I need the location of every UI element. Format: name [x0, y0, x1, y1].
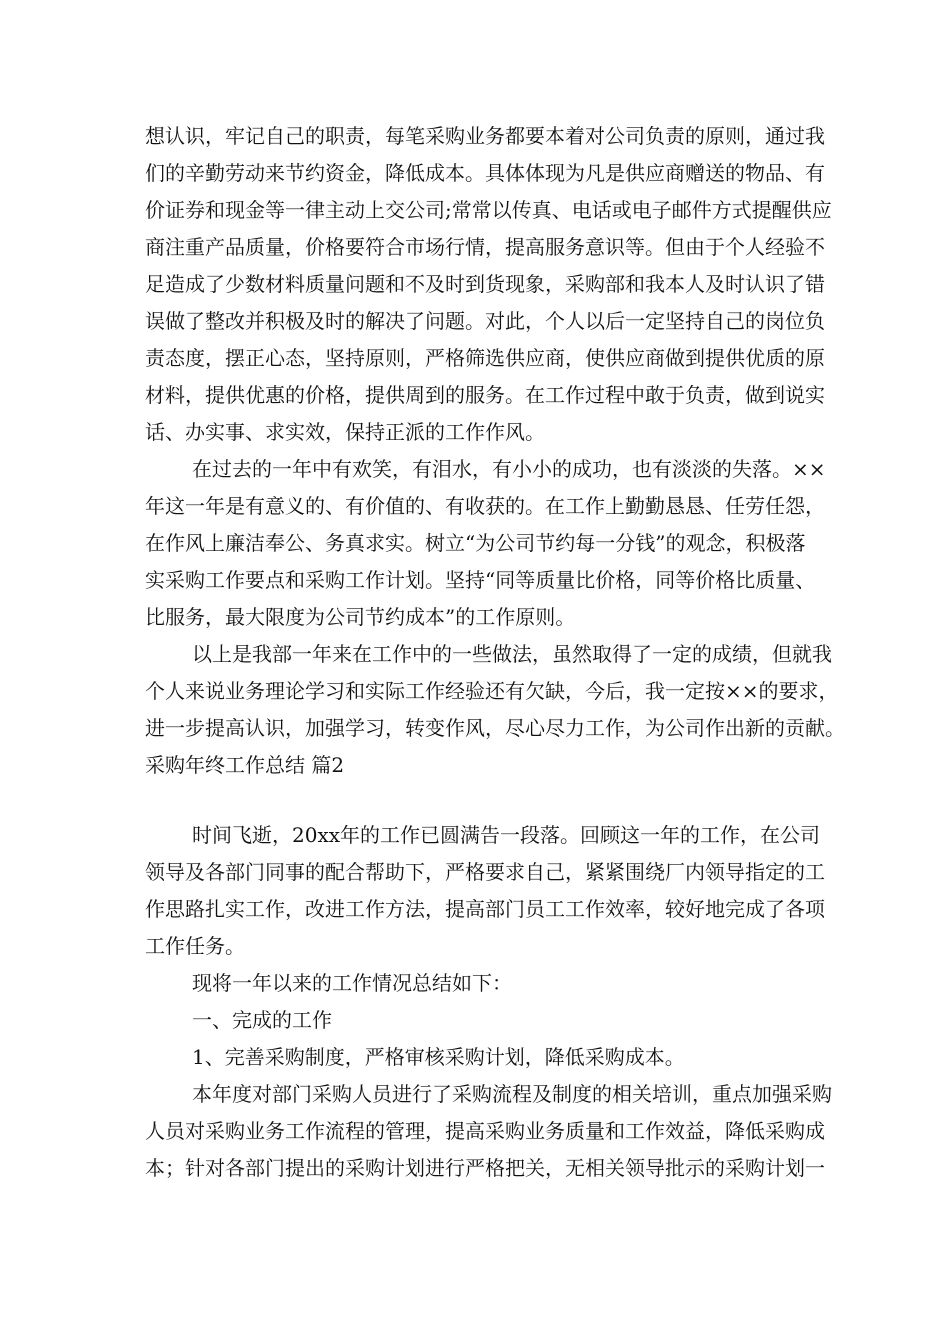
text-line: 误做了整改并积极及时的解决了问题。对此，个人以后一定坚持自己的岗位负 — [145, 309, 825, 333]
section-heading: 采购年终工作总结 篇2 — [145, 753, 345, 777]
text-line: 材料，提供优惠的价格，提供周到的服务。在工作过程中敢于负责，做到说实 — [145, 383, 825, 407]
text-line: 以上是我部一年来在工作中的一些做法，虽然取得了一定的成绩，但就我 — [192, 642, 832, 666]
text-line: 比服务，最大限度为公司节约成本”的工作原则。 — [145, 605, 576, 629]
text-line: 在作风上廉洁奉公、务真求实。树立“为公司节约每一分钱”的观念，积极落 — [145, 531, 806, 555]
text-line: 进一步提高认识，加强学习，转变作风，尽心尽力工作，为公司作出新的贡献。 — [145, 716, 845, 740]
text-line: 话、办实事、求实效，保持正派的工作作风。 — [145, 420, 545, 444]
subheading: 一、完成的工作 — [192, 1008, 332, 1032]
text-line: 们的辛勤劳动来节约资金，降低成本。具体体现为凡是供应商赠送的物品、有 — [145, 161, 825, 185]
text-line: 在过去的一年中有欢笑，有泪水，有小小的成功，也有淡淡的失落。×× — [192, 457, 826, 481]
subheading: 1、完善采购制度，严格审核采购计划，降低采购成本。 — [192, 1045, 685, 1069]
text-line: 商注重产品质量，价格要符合市场行情，提高服务意识等。但由于个人经验不 — [145, 235, 825, 259]
text-line: 人员对采购业务工作流程的管理，提高采购业务质量和工作效益，降低采购成 — [145, 1119, 825, 1143]
text-line: 想认识，牢记自己的职责，每笔采购业务都要本着对公司负责的原则，通过我 — [145, 124, 825, 148]
text-line: 领导及各部门同事的配合帮助下，严格要求自己，紧紧围绕厂内领导指定的工 — [145, 860, 825, 884]
text-line: 年这一年是有意义的、有价值的、有收获的。在工作上勤勤恳恳、任劳任怨， — [145, 494, 825, 518]
text-line: 现将一年以来的工作情况总结如下： — [192, 971, 512, 995]
text-line: 实采购工作要点和采购工作计划。坚持“同等质量比价格，同等价格比质量、 — [145, 568, 816, 592]
text-line: 责态度，摆正心态，坚持原则，严格筛选供应商，使供应商做到提供优质的原 — [145, 346, 825, 370]
text-line: 时间飞逝，20xx年的工作已圆满告一段落。回顾这一年的工作，在公司 — [192, 823, 821, 847]
text-line: 本年度对部门采购人员进行了采购流程及制度的相关培训，重点加强采购 — [192, 1082, 832, 1106]
text-line: 工作任务。 — [145, 934, 245, 958]
text-line: 个人来说业务理论学习和实际工作经验还有欠缺，今后，我一定按××的要求， — [145, 679, 839, 703]
text-line: 价证券和现金等一律主动上交公司;常常以传真、电话或电子邮件方式提醒供应 — [145, 198, 832, 222]
text-line: 足造成了少数材料质量问题和不及时到货现象，采购部和我本人及时认识了错 — [145, 272, 825, 296]
text-line: 本；针对各部门提出的采购计划进行严格把关，无相关领导批示的采购计划一 — [145, 1156, 825, 1180]
text-line: 作思路扎实工作，改进工作方法，提高部门员工工作效率，较好地完成了各项 — [145, 897, 825, 921]
